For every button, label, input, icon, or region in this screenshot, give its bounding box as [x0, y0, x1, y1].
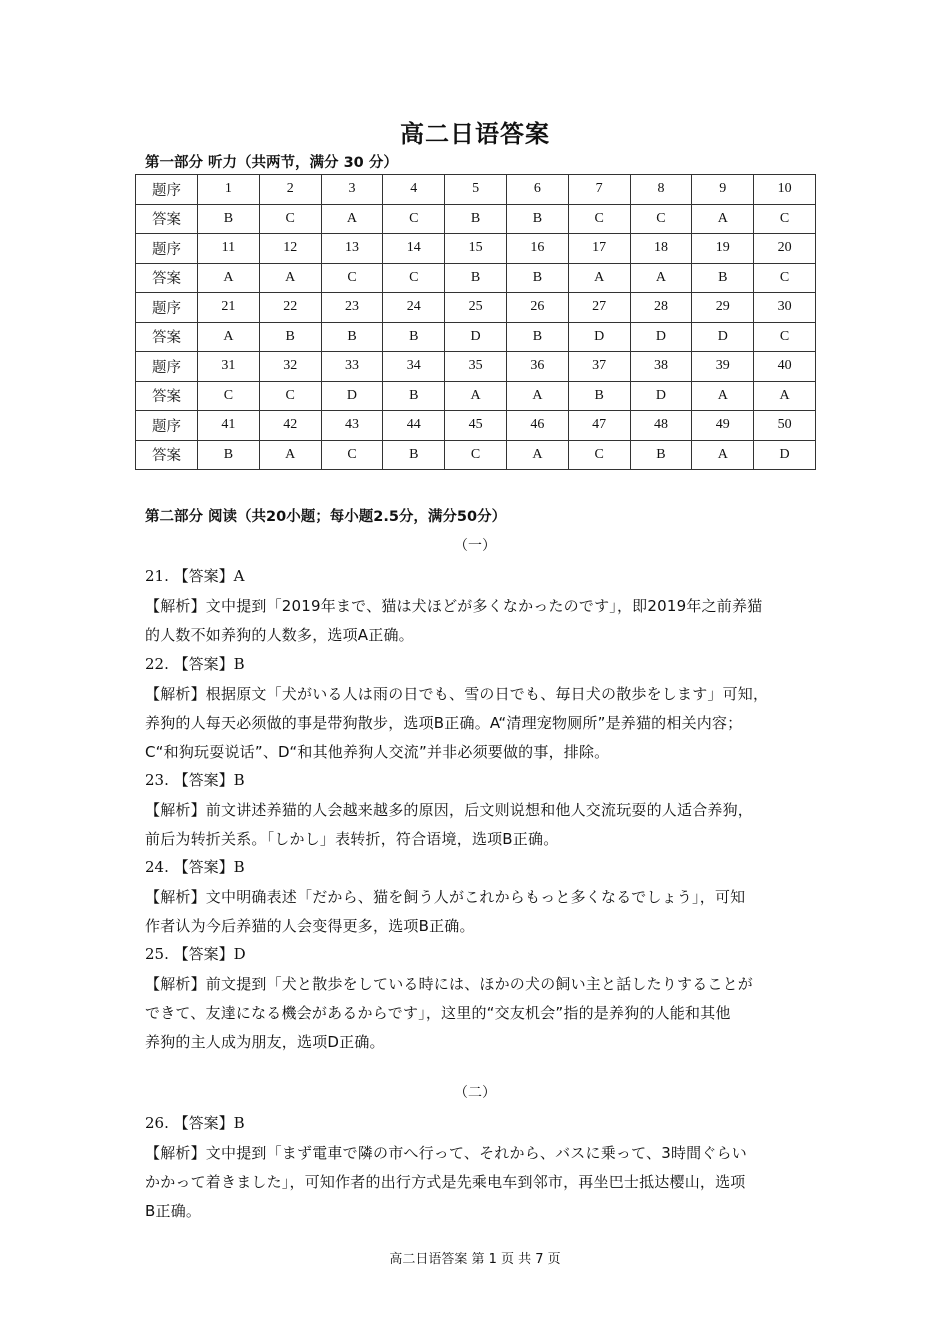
subsection-2-label: （二）: [454, 1085, 496, 1101]
item-23-answer: 23. 【答案】B: [145, 771, 245, 789]
row-label-answer: 答案: [136, 440, 198, 470]
question-number-cell: 50: [754, 411, 816, 441]
item-22-explanation-line: 养狗的人每天必须做的事是带狗散步，选项B正确。A“清理宠物厕所”是养猫的相关内容；: [145, 714, 743, 732]
answer-cell: B: [383, 322, 445, 352]
answer-cell: C: [259, 381, 321, 411]
answer-cell: C: [198, 381, 260, 411]
question-number-cell: 38: [630, 352, 692, 382]
question-number-cell: 27: [568, 293, 630, 323]
answer-cell: B: [568, 381, 630, 411]
item-23-explanation-line: 【解析】前文讲述养猫的人会越来越多的原因，后文则说想和他人交流玩耍的人适合养狗，: [145, 801, 754, 819]
question-number-cell: 17: [568, 234, 630, 264]
question-number-cell: 4: [383, 175, 445, 205]
item-26-explanation-line: B正确。: [145, 1202, 202, 1220]
answer-cell: C: [259, 204, 321, 234]
part2-heading: 第二部分 阅读（共20小题；每小题2.5分，满分50分）: [145, 509, 507, 525]
question-number-cell: 39: [692, 352, 754, 382]
answer-cell: B: [198, 204, 260, 234]
question-number-cell: 41: [198, 411, 260, 441]
answer-cell: A: [630, 263, 692, 293]
question-number-cell: 18: [630, 234, 692, 264]
answer-cell: A: [506, 381, 568, 411]
row-label-question-number: 题序: [136, 234, 198, 264]
item-21-answer: 21. 【答案】A: [145, 567, 245, 585]
row-label-question-number: 题序: [136, 352, 198, 382]
answer-cell: C: [568, 204, 630, 234]
answer-cell: A: [445, 381, 507, 411]
item-25-answer: 25. 【答案】D: [145, 945, 246, 963]
question-number-cell: 7: [568, 175, 630, 205]
question-number-cell: 12: [259, 234, 321, 264]
question-number-cell: 37: [568, 352, 630, 382]
answer-cell: A: [506, 440, 568, 470]
item-22-answer: 22. 【答案】B: [145, 655, 245, 673]
question-number-row: [136, 293, 816, 323]
answer-cell: D: [630, 381, 692, 411]
question-number-cell: 10: [754, 175, 816, 205]
item-26-answer: 26. 【答案】B: [145, 1114, 245, 1132]
question-number-cell: 2: [259, 175, 321, 205]
question-number-cell: 23: [321, 293, 383, 323]
answer-cell: B: [383, 381, 445, 411]
answer-cell: A: [692, 204, 754, 234]
item-25-explanation-line: できて、友達になる機会があるからです」，这里的“交友机会”指的是养狗的人能和其他: [145, 1004, 731, 1022]
question-number-cell: 13: [321, 234, 383, 264]
question-number-cell: 32: [259, 352, 321, 382]
answer-cell: C: [630, 204, 692, 234]
question-number-cell: 36: [506, 352, 568, 382]
item-22-explanation-line: C“和狗玩耍说话”、D“和其他养狗人交流”并非必须要做的事，排除。: [145, 743, 610, 761]
row-label-question-number: 题序: [136, 411, 198, 441]
answer-cell: C: [383, 263, 445, 293]
question-number-cell: 16: [506, 234, 568, 264]
row-label-answer: 答案: [136, 204, 198, 234]
answer-cell: A: [692, 381, 754, 411]
question-number-row: [136, 411, 816, 441]
answer-cell: C: [445, 440, 507, 470]
question-number-cell: 28: [630, 293, 692, 323]
question-number-cell: 31: [198, 352, 260, 382]
question-number-cell: 35: [445, 352, 507, 382]
page-title: 高二日语答案: [400, 120, 550, 148]
answer-cell: C: [321, 440, 383, 470]
item-25-explanation-line: 【解析】前文提到「犬と散歩をしている時には、ほかの犬の飼い主と話したりすることが: [145, 975, 754, 993]
answer-cell: D: [445, 322, 507, 352]
question-number-cell: 15: [445, 234, 507, 264]
question-number-row: [136, 175, 816, 205]
item-24-explanation-line: 【解析】文中明确表述「だから、猫を飼う人がこれからもっと多くなるでしょう」，可知: [145, 888, 746, 906]
row-label-question-number: 题序: [136, 175, 198, 205]
item-23-explanation-line: 前后为转折关系。「しかし」表转折，符合语境，选项B正确。: [145, 830, 559, 848]
question-number-cell: 9: [692, 175, 754, 205]
answer-cell: B: [506, 263, 568, 293]
answer-table: [135, 174, 816, 470]
question-number-cell: 3: [321, 175, 383, 205]
answer-cell: B: [383, 440, 445, 470]
question-number-cell: 14: [383, 234, 445, 264]
row-label-answer: 答案: [136, 322, 198, 352]
item-22-explanation-line: 【解析】根据原文「犬がいる人は雨の日でも、雪の日でも、毎日犬の散歩をします」可知，: [145, 685, 769, 703]
question-number-cell: 11: [198, 234, 260, 264]
question-number-cell: 48: [630, 411, 692, 441]
item-24-explanation-line: 作者认为今后养猫的人会变得更多，选项B正确。: [145, 917, 475, 935]
question-number-cell: 5: [445, 175, 507, 205]
question-number-row: [136, 352, 816, 382]
question-number-cell: 46: [506, 411, 568, 441]
question-number-cell: 20: [754, 234, 816, 264]
question-number-cell: 45: [445, 411, 507, 441]
question-number-cell: 25: [445, 293, 507, 323]
answer-cell: B: [259, 322, 321, 352]
answer-cell: C: [568, 440, 630, 470]
question-number-cell: 42: [259, 411, 321, 441]
answer-cell: C: [321, 263, 383, 293]
answer-cell: D: [692, 322, 754, 352]
question-number-cell: 40: [754, 352, 816, 382]
answer-cell: B: [321, 322, 383, 352]
subsection-1-label: （一）: [454, 538, 496, 554]
answer-cell: B: [445, 263, 507, 293]
question-number-cell: 8: [630, 175, 692, 205]
answer-cell: A: [259, 440, 321, 470]
answer-cell: A: [754, 381, 816, 411]
question-number-cell: 49: [692, 411, 754, 441]
row-label-question-number: 题序: [136, 293, 198, 323]
part1-heading: 第一部分 听力（共两节，满分 30 分）: [145, 155, 398, 171]
question-number-cell: 21: [198, 293, 260, 323]
question-number-cell: 24: [383, 293, 445, 323]
row-label-answer: 答案: [136, 263, 198, 293]
page-footer: 高二日语答案 第 1 页 共 7 页: [389, 1252, 561, 1267]
answer-cell: D: [630, 322, 692, 352]
answer-cell: C: [754, 204, 816, 234]
answer-row: [136, 263, 816, 293]
question-number-cell: 44: [383, 411, 445, 441]
question-number-cell: 26: [506, 293, 568, 323]
question-number-cell: 22: [259, 293, 321, 323]
answer-cell: A: [692, 440, 754, 470]
answer-row: [136, 440, 816, 470]
item-24-answer: 24. 【答案】B: [145, 858, 245, 876]
answer-cell: B: [445, 204, 507, 234]
item-26-explanation-line: かかって着きました」，可知作者的出行方式是先乘电车到邻市，再坐巴士抵达樱山，选项: [145, 1173, 746, 1191]
answer-cell: D: [568, 322, 630, 352]
answer-row: [136, 322, 816, 352]
question-number-cell: 29: [692, 293, 754, 323]
answer-cell: A: [568, 263, 630, 293]
answer-row: [136, 204, 816, 234]
answer-cell: B: [692, 263, 754, 293]
question-number-cell: 34: [383, 352, 445, 382]
question-number-cell: 47: [568, 411, 630, 441]
question-number-cell: 33: [321, 352, 383, 382]
answer-cell: A: [321, 204, 383, 234]
answer-cell: D: [321, 381, 383, 411]
answer-cell: C: [754, 263, 816, 293]
answer-cell: B: [198, 440, 260, 470]
answer-cell: A: [198, 322, 260, 352]
item-21-explanation-line: 【解析】文中提到「2019年まで、猫は犬ほどが多くなかったのです」，即2019年之前养猫: [145, 597, 763, 615]
answer-cell: D: [754, 440, 816, 470]
question-number-cell: 30: [754, 293, 816, 323]
item-21-explanation-line: 的人数不如养狗的人数多，选项A正确。: [145, 626, 414, 644]
answer-cell: C: [383, 204, 445, 234]
row-label-answer: 答案: [136, 381, 198, 411]
question-number-cell: 6: [506, 175, 568, 205]
answer-cell: B: [630, 440, 692, 470]
answer-cell: B: [506, 204, 568, 234]
item-25-explanation-line: 养狗的主人成为朋友，选项D正确。: [145, 1033, 385, 1051]
answer-cell: A: [198, 263, 260, 293]
answer-cell: A: [259, 263, 321, 293]
question-number-cell: 19: [692, 234, 754, 264]
question-number-cell: 1: [198, 175, 260, 205]
answer-cell: C: [754, 322, 816, 352]
answer-cell: B: [506, 322, 568, 352]
question-number-row: [136, 234, 816, 264]
answer-row: [136, 381, 816, 411]
item-26-explanation-line: 【解析】文中提到「まず電車で隣の市へ行って、それから、バスに乗って、3時間ぐらい: [145, 1144, 747, 1162]
question-number-cell: 43: [321, 411, 383, 441]
